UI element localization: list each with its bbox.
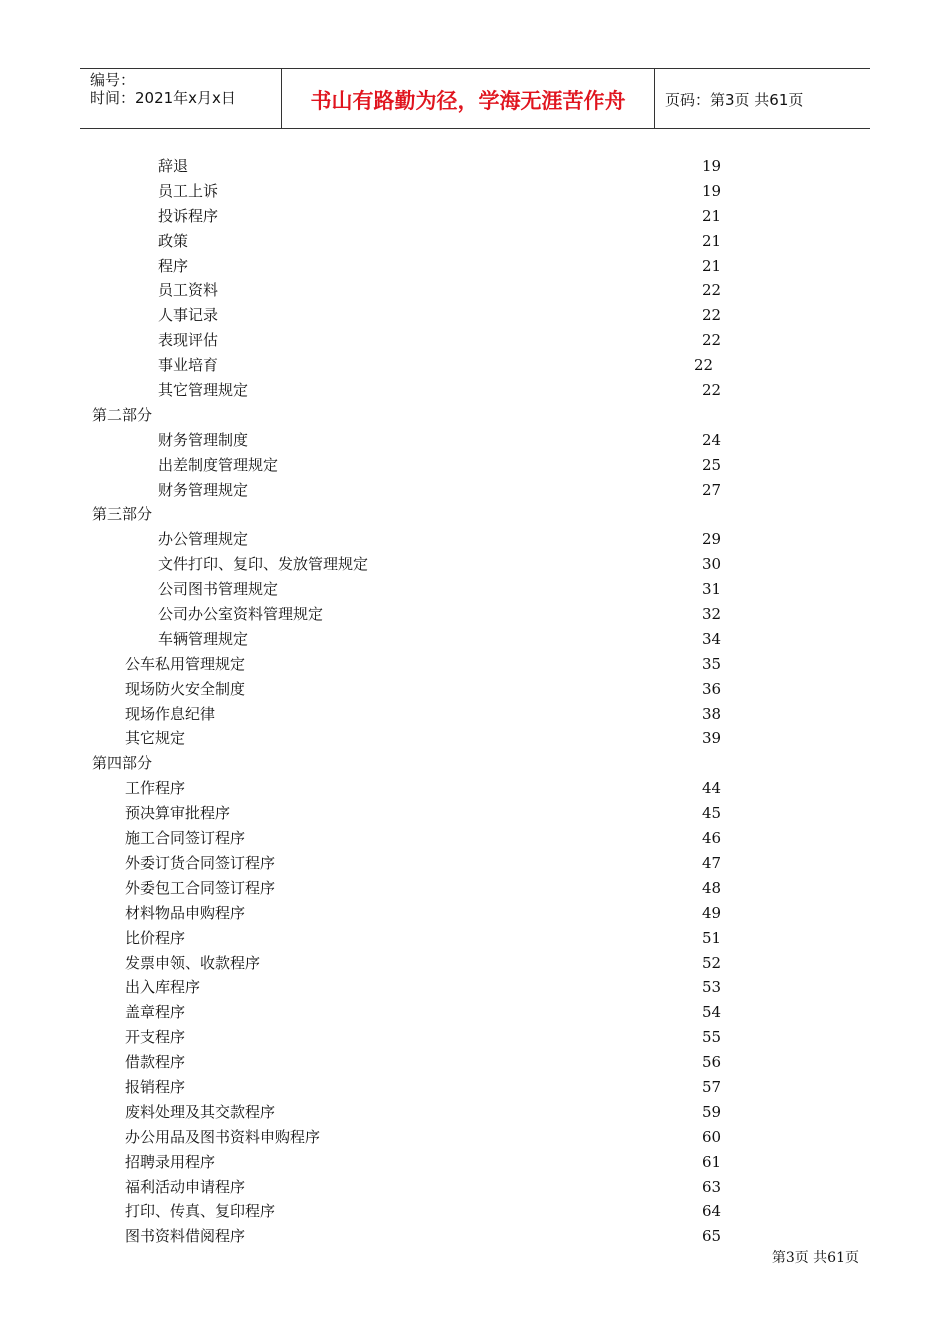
toc-entry-title: 政策: [158, 231, 189, 250]
toc-entry: [0, 278, 950, 303]
toc-entry-page: 57: [702, 1077, 722, 1096]
toc-entry: [0, 901, 950, 926]
toc-entry: [0, 751, 950, 776]
toc-entry: [0, 702, 950, 727]
toc-entry: [0, 951, 950, 976]
toc-entry-page: 35: [702, 654, 722, 673]
toc-entry-title: 开支程序: [125, 1028, 186, 1047]
toc-entry-page: 29: [702, 530, 722, 549]
toc-entry-title: 现场作息纪律: [125, 704, 216, 723]
toc-entry: [0, 378, 950, 403]
toc-entry: [0, 826, 950, 851]
toc-entry: [0, 627, 950, 652]
toc-entry-page: 53: [702, 978, 722, 997]
toc-entry-title: 第四部分: [92, 754, 153, 773]
toc-entry: [0, 577, 950, 602]
toc-entry: [0, 1199, 950, 1224]
toc-entry-page: 22: [702, 306, 722, 325]
toc-entry: [0, 254, 950, 279]
toc-entry-title: 图书资料借阅程序: [125, 1227, 246, 1246]
toc-entry-title: 借款程序: [125, 1053, 186, 1072]
toc-entry: [0, 677, 950, 702]
toc-entry-title: 预决算审批程序: [125, 804, 231, 823]
toc-entry-title: 工作程序: [125, 779, 186, 798]
toc-entry-title: 其它规定: [125, 729, 186, 748]
toc-entry: [0, 453, 950, 478]
toc-entry-title: 办公用品及图书资料申购程序: [125, 1127, 321, 1146]
toc-entry-title: 财务管理制度: [158, 430, 249, 449]
toc-entry-page: 27: [702, 480, 722, 499]
toc-entry: [0, 328, 950, 353]
toc-entry-page: 34: [702, 629, 722, 648]
toc-entry-page: 21: [702, 231, 722, 250]
header-page-label: 页码：第3页 共61页: [665, 91, 804, 109]
toc-entry-page: 47: [702, 853, 722, 872]
toc-entry-title: 财务管理规定: [158, 480, 249, 499]
toc-entry-page: 30: [702, 555, 722, 574]
toc-entry-page: 65: [702, 1227, 722, 1246]
toc-entry-title: 员工资料: [158, 281, 219, 300]
toc-entry-page: 25: [702, 455, 722, 474]
toc-entry: [0, 179, 950, 204]
toc-entry-title: 福利活动申请程序: [125, 1177, 246, 1196]
header-meta: [80, 69, 282, 128]
toc-entry-title: 出入库程序: [125, 978, 201, 997]
toc-entry-title: 招聘录用程序: [125, 1152, 216, 1171]
toc-entry: [0, 1224, 950, 1249]
motto-text: 书山有路勤为径，学海无涯苦作舟: [310, 88, 626, 113]
toc-entry: [0, 403, 950, 428]
toc-entry: [0, 353, 950, 378]
toc-entry-page: 59: [702, 1102, 722, 1121]
toc-entry-page: 19: [702, 181, 722, 200]
toc-entry: [0, 154, 950, 179]
toc-entry: [0, 1075, 950, 1100]
toc-entry-page: 22: [694, 356, 714, 375]
toc-entry-title: 报销程序: [125, 1077, 186, 1096]
toc-entry-page: 52: [702, 953, 722, 972]
toc-entry: [0, 527, 950, 552]
toc-entry-page: 32: [702, 605, 722, 624]
toc-entry-title: 现场防火安全制度: [125, 679, 246, 698]
toc-entry-title: 第三部分: [92, 505, 153, 524]
toc-entry: [0, 926, 950, 951]
toc-entry: [0, 1000, 950, 1025]
toc-entry-page: 64: [702, 1202, 722, 1221]
toc-entry-title: 办公管理规定: [158, 530, 249, 549]
header-page-info: [655, 69, 870, 128]
toc-entry-title: 比价程序: [125, 928, 186, 947]
toc-entry-page: 22: [702, 331, 722, 350]
toc-entry-page: 51: [702, 928, 722, 947]
toc-entry-page: 39: [702, 729, 722, 748]
toc-entry-title: 打印、传真、复印程序: [125, 1202, 276, 1221]
toc-entry: [0, 552, 950, 577]
toc-entry: [0, 1125, 950, 1150]
toc-entry-page: 56: [702, 1053, 722, 1072]
toc-entry-title: 人事记录: [158, 306, 219, 325]
toc-entry: [0, 801, 950, 826]
toc-entry: [0, 776, 950, 801]
toc-entry-title: 发票申领、收款程序: [125, 953, 261, 972]
toc-entry-title: 施工合同签订程序: [125, 829, 246, 848]
toc-entry: [0, 876, 950, 901]
toc-entry: [0, 1050, 950, 1075]
toc-entry-title: 公车私用管理规定: [125, 654, 246, 673]
toc-entry-page: 49: [702, 903, 722, 922]
toc-entry-page: 48: [702, 878, 722, 897]
toc-entry: [0, 303, 950, 328]
toc-entry: [0, 602, 950, 627]
toc-entry: [0, 975, 950, 1000]
toc-entry: [0, 851, 950, 876]
toc-entry-title: 公司办公室资料管理规定: [158, 605, 324, 624]
toc-entry: [0, 726, 950, 751]
toc-entry-page: 60: [702, 1127, 722, 1146]
toc-entry: [0, 652, 950, 677]
toc-entry-page: 45: [702, 804, 722, 823]
page-footer: 第3页 共61页: [771, 1250, 859, 1266]
toc-entry-title: 文件打印、复印、发放管理规定: [158, 555, 369, 574]
toc-entry-title: 员工上诉: [158, 181, 219, 200]
toc-entry-page: 22: [702, 281, 722, 300]
toc-entry-title: 事业培育: [158, 356, 219, 375]
toc-entry-page: 21: [702, 256, 722, 275]
toc-entry: [0, 428, 950, 453]
toc-entry-page: 36: [702, 679, 722, 698]
toc-entry-title: 材料物品申购程序: [125, 903, 246, 922]
toc-entry-title: 外委订货合同签订程序: [125, 853, 276, 872]
toc-entry: [0, 1150, 950, 1175]
toc-entry-title: 外委包工合同签订程序: [125, 878, 276, 897]
toc-entry-page: 19: [702, 157, 722, 175]
toc-entry-page: 55: [702, 1028, 722, 1047]
toc-entry-title: 投诉程序: [158, 206, 219, 225]
table-of-contents: [0, 154, 950, 1249]
toc-entry-page: 21: [702, 206, 722, 225]
toc-entry-title: 盖章程序: [125, 1003, 186, 1022]
toc-entry: [0, 1100, 950, 1125]
page-header: [80, 68, 870, 129]
toc-entry: [0, 478, 950, 503]
toc-entry: [0, 502, 950, 527]
toc-entry-page: 24: [702, 430, 722, 449]
toc-entry-title: 程序: [158, 256, 189, 275]
header-motto: [282, 69, 655, 128]
toc-entry-title: 废料处理及其交款程序: [125, 1102, 276, 1121]
toc-entry-title: 表现评估: [158, 331, 219, 350]
toc-entry-title: 车辆管理规定: [158, 629, 249, 648]
toc-entry-page: 44: [702, 779, 722, 798]
toc-entry-title: 其它管理规定: [158, 381, 249, 400]
toc-entry-page: 54: [702, 1003, 722, 1022]
document-number-label: 编号：: [90, 71, 136, 89]
toc-entry: [0, 1025, 950, 1050]
toc-entry: [0, 1175, 950, 1200]
toc-entry-page: 38: [702, 704, 722, 723]
toc-entry-page: 63: [702, 1177, 722, 1196]
toc-entry-page: 22: [702, 381, 722, 400]
toc-entry-page: 61: [702, 1152, 722, 1171]
document-time-label: 时间：2021年x月x日: [90, 89, 236, 107]
toc-entry-page: 31: [702, 580, 722, 599]
toc-entry-title: 第二部分: [92, 405, 153, 424]
toc-entry-page: 46: [702, 829, 722, 848]
toc-entry-title: 辞退: [158, 157, 189, 175]
toc-entry: [0, 204, 950, 229]
toc-entry: [0, 229, 950, 254]
toc-entry-title: 公司图书管理规定: [158, 580, 279, 599]
toc-entry-title: 出差制度管理规定: [158, 455, 279, 474]
